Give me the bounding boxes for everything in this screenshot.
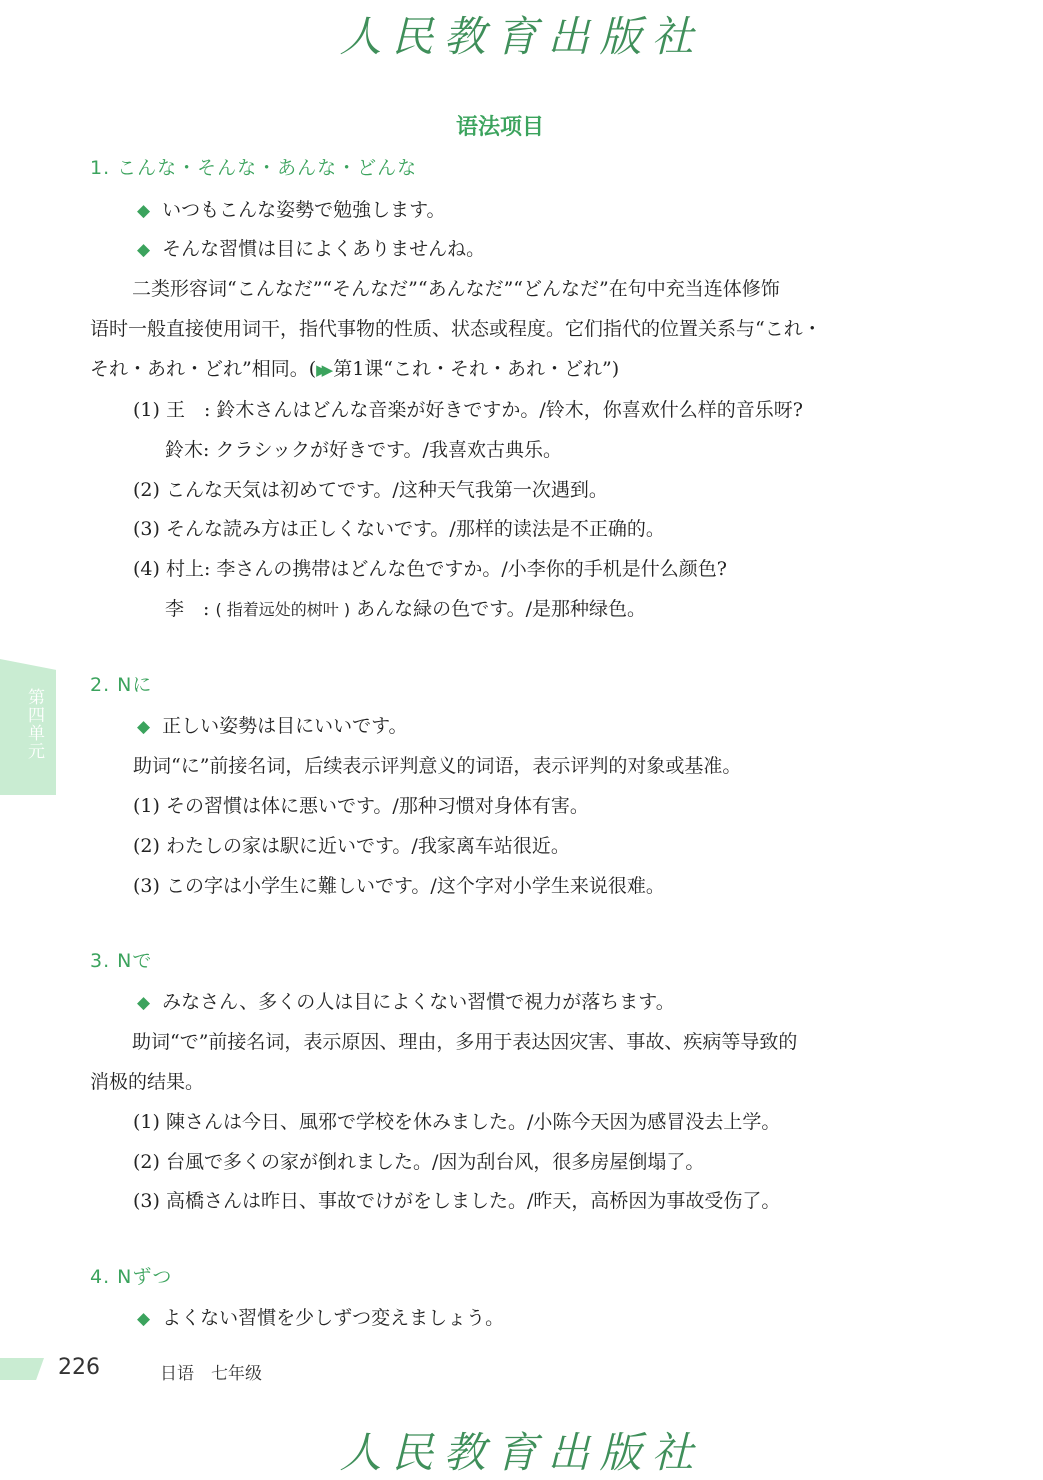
example-sentence: (2) わたしの家は駅に近いです。/我家离车站很近。 [133,835,570,857]
example: ◆ みなさん、多くの人は目によくない習慣で視力が落ちます。 [137,991,675,1013]
footer-bar [0,1358,44,1380]
example-sentence: 李 : ( 指着远处的树叶 ) あんな緑の色です。/是那种绿色。 [165,598,647,620]
diamond-bullet-icon: ◆ [137,717,151,737]
diamond-bullet-icon: ◆ [137,201,151,221]
page-title: 语法项目 [455,115,544,140]
example: ◆ よくない習慣を少しずつ変えましょう。 [137,1307,505,1329]
example-sentence: (1) 陳さんは今日、風邪で学校を休みました。/小陈今天因为感冒没去上学。 [133,1111,781,1133]
example-sentence: (3) そんな読み方は正しくないです。/那样的读法是不正确的。 [133,518,665,540]
explanation-line: 消极的结果。 [90,1071,205,1093]
example-sentence: 鈴木: クラシックが好きです。/我喜欢古典乐。 [165,439,562,461]
explanation-line: 助词“に”前接名词，后续表示评判意义的词语，表示评判的对象或基准。 [133,755,742,777]
diamond-bullet-icon: ◆ [137,993,151,1013]
example: ◆ そんな習慣は目によくありませんね。 [137,238,486,260]
example-sentence: (1) その習慣は体に悪いです。/那种习惯对身体有害。 [133,795,589,817]
example-sentence: (1) 王 : 鈴木さんはどんな音楽が好きですか。/铃木，你喜欢什么样的音乐呀? [133,399,803,421]
page-number: 226 [58,1355,100,1380]
double-arrow-icon: ▶▶ [316,361,328,379]
diamond-bullet-icon: ◆ [137,1309,151,1329]
unit-label: 第四单元 [24,688,44,760]
section-4-title: 4. Nずつ [90,1266,173,1288]
example-sentence: (3) 高橋さんは昨日、事故でけがをしました。/昨天，高桥因为事故受伤了。 [133,1190,781,1212]
example-sentence: (3) この字は小学生に難しいです。/这个字对小学生来说很难。 [133,875,665,897]
publisher-logo-top: 人民教育出版社 [339,12,704,61]
book-title: 日语 七年级 [160,1364,262,1384]
example: ◆ いつもこんな姿勢で勉強します。 [137,199,446,221]
example-sentence: (2) こんな天気は初めてです。/这种天气我第一次遇到。 [133,479,608,501]
example-sentence: (2) 台風で多くの家が倒れました。/因为刮台风，很多房屋倒塌了。 [133,1151,705,1173]
example-sentence: (4) 村上: 李さんの携帯はどんな色ですか。/小李你的手机是什么颜色? [133,558,727,580]
diamond-bullet-icon: ◆ [137,240,151,260]
explanation-line: 助词“で”前接名词，表示原因、理由，多用于表达因灾害、事故、疾病等导致的 [132,1031,798,1053]
example: ◆ 正しい姿勢は目にいいです。 [137,715,408,737]
section-3-title: 3. Nで [90,950,153,972]
section-1-title: 1. こんな・そんな・あんな・どんな [90,157,418,179]
section-2-title: 2. Nに [90,674,153,696]
publisher-logo-bottom: 人民教育出版社 [339,1428,704,1477]
stage-note: ( 指着远处的树叶 ) [215,600,351,619]
explanation-line: それ・あれ・どれ”相同。(▶▶ 第1课“これ・それ・あれ・どれ”) [90,358,620,380]
explanation-line: 二类形容词“こんなだ”“そんなだ”“あんなだ”“どんなだ”在句中充当连体修饰 [132,278,780,300]
explanation-line: 语时一般直接使用词干，指代事物的性质、状态或程度。它们指代的位置关系与“これ・ [90,318,822,340]
